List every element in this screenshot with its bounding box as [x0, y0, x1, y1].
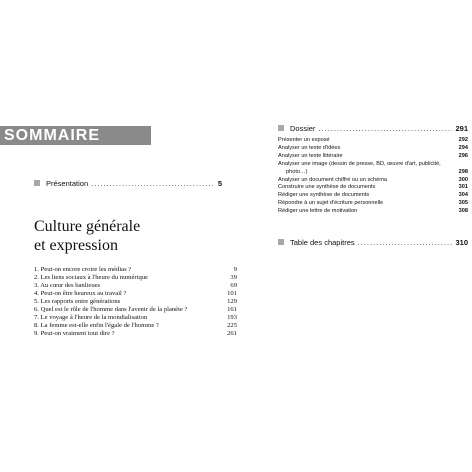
- dossier-item[interactable]: Analyser un document chiffré ou un schéma 300: [278, 176, 468, 183]
- dossier-item[interactable]: Construire une synthèse de documents 301: [278, 184, 468, 191]
- chapter-item[interactable]: 2. Les liens sociaux à l'heure du numérique 39: [34, 274, 237, 281]
- chapter-item[interactable]: 5. Les rapports entre générations 129: [34, 298, 237, 305]
- part-title-line-2: et expression: [34, 237, 118, 254]
- part-title-line-1: Culture générale: [34, 218, 141, 235]
- chapter-item[interactable]: 9. Peut-on vraiment tout dire ? 261: [34, 330, 237, 337]
- presentation-page: 5: [217, 179, 222, 188]
- chapter-item[interactable]: 4. Peut-on être heureux au travail ? 101: [34, 290, 237, 297]
- dossier-item[interactable]: Présenter un exposé 292: [278, 137, 468, 143]
- dossier-item[interactable]: Analyser une image (dessin de presse, BD, œuvre d'art, publicité, photo…) 298: [278, 160, 468, 175]
- dossier-page: 291: [455, 124, 468, 133]
- bullet-square-icon: [278, 239, 284, 245]
- presentation-label: Présentation: [46, 179, 89, 188]
- part-title: [34, 217, 224, 255]
- chapter-list: [34, 266, 237, 338]
- chapter-item[interactable]: 6. Quel est le rôle de l'homme dans l'avenir de la planète ? 161: [34, 306, 237, 313]
- chapter-item[interactable]: 1. Peut-on encore croire les médias ? 9: [34, 266, 237, 273]
- dossier-item[interactable]: Analyser un texte littéraire 296: [278, 152, 468, 159]
- dossier-item[interactable]: Répondre à un sujet d'écriture personnelle 305: [278, 200, 468, 207]
- presentation-row[interactable]: [34, 179, 222, 188]
- leader-dots: [318, 124, 452, 133]
- chapter-item[interactable]: 3. Au cœur des banlieues 69: [34, 282, 237, 289]
- dossier-label: Dossier: [290, 124, 316, 133]
- bullet-square-icon: [34, 180, 40, 186]
- dossier-list: [278, 137, 468, 216]
- dossier-item[interactable]: Rédiger une lettre de motivation 308: [278, 208, 468, 215]
- dossier-item[interactable]: Analyser un texte d'idées 294: [278, 144, 468, 151]
- chapter-item[interactable]: 8. La femme est-elle enfin l'égale de l'homme ? 225: [34, 322, 237, 329]
- leader-dots: [358, 238, 453, 247]
- table-chapitres-label: Table des chapitres: [290, 238, 355, 247]
- dossier-row[interactable]: [278, 124, 468, 133]
- sommaire-banner: SOMMAIRE: [0, 126, 151, 145]
- dossier-item[interactable]: Rédiger une synthèse de documents 304: [278, 192, 468, 199]
- table-chapitres-page: 310: [455, 238, 468, 247]
- chapter-item[interactable]: 7. Le voyage à l'heure de la mondialisation 193: [34, 314, 237, 321]
- leader-dots: [91, 179, 215, 188]
- bullet-square-icon: [278, 125, 284, 131]
- table-chapitres-row[interactable]: [278, 238, 468, 247]
